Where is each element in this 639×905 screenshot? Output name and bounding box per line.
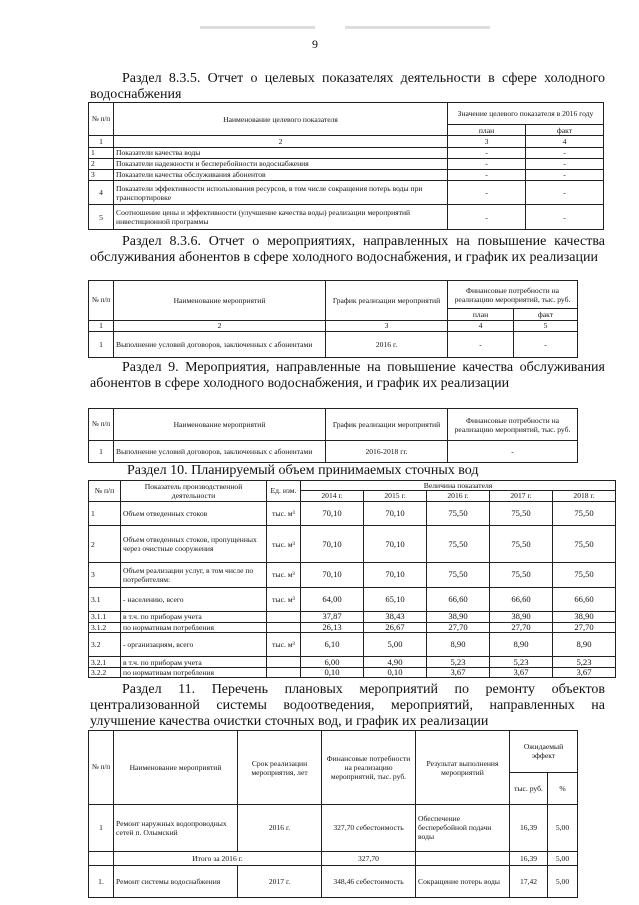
row-value: 70,10 [301,526,364,563]
row-value: 38,90 [553,612,616,622]
row-fact: - [526,205,604,230]
row-name: в т.ч. по приборам учета [121,657,267,667]
row-value: 70,10 [301,501,364,526]
th-value: Значение целевого показателя в 2016 году [448,103,604,125]
th-num: № п/п [89,103,114,136]
row-value: 38,43 [364,612,427,622]
row-value: 37,87 [301,612,364,622]
repair-plan-table [88,730,578,898]
row-num: 3.2 [89,632,121,657]
row-name: - населению, всего [121,587,267,612]
row-value: 75,50 [427,563,490,588]
th-plan: план [448,309,514,321]
row-value: 5,00 [364,632,427,657]
row-value: 75,50 [490,526,553,563]
row-fact: - [526,169,604,180]
row-num: 1 [89,147,114,158]
th-schedule: График реализации мероприятий [326,281,448,321]
th-finance: Финансовые потребности на реализацию мероприятий, тыс. руб. [448,281,578,309]
th-name: Наименование целевого показателя [114,103,448,136]
row-unit: тыс. м³ [267,526,301,563]
year-header: 2014 г. [301,491,364,501]
year-header: 2016 г. [427,491,490,501]
row-value: 26,67 [364,622,427,632]
th-pct: % [548,772,578,804]
row-unit: тыс. м³ [267,501,301,526]
th-num: № п/п [89,409,114,441]
row-name: по нормативам потребления [121,622,267,632]
row-value: 70,10 [364,563,427,588]
row-plan: - [448,332,514,358]
row-num: 3.2.1 [89,657,121,667]
row-value: 75,50 [490,501,553,526]
row-name: Ремонт наружных водопроводных сетей п. Олымский [114,805,238,851]
row-value: 3,67 [553,667,616,677]
th-num: № п/п [89,281,114,321]
row-value: 8,90 [490,632,553,657]
section-8-3-5-heading: Раздел 8.3.5. Отчет о целевых показателях деятельности в сфере холодного водоснабжения [90,71,605,102]
table-row [89,805,578,851]
section-11-heading: Раздел 11. Перечень плановых мероприятий по ремонту объектов централизованной системы водоотведения, мероприятий, направленных на улучшение качества очистки сточных вод, и график их реализации [90,682,605,729]
row-schedule: 2016-2018 гг. [326,441,448,463]
row-value: 70,10 [301,563,364,588]
row-value: 3,67 [490,667,553,677]
target-indicators-table [88,102,604,230]
row-unit [267,657,301,667]
row-fact: - [526,158,604,169]
row-value: 70,10 [364,501,427,526]
row-value: 66,60 [490,587,553,612]
row-plan: - [448,180,526,205]
row-value: 66,60 [553,587,616,612]
row-unit [267,612,301,622]
row-num: 3.2.2 [89,667,121,677]
th-fact: факт [514,309,578,321]
row-value: 5,23 [490,657,553,667]
row-value: 26,13 [301,622,364,632]
row-schedule: 2016 г. [326,332,448,358]
table-row [89,865,578,898]
row-rub: 17,42 [510,865,548,898]
row-name: Объем отведенных стоков, пропущенных через очистные сооружения [121,526,267,563]
table-row [89,563,616,588]
page-number: 9 [312,37,318,51]
th-schedule: График реализации мероприятий [326,409,448,441]
table-row [89,612,616,622]
row-value: 75,50 [427,526,490,563]
year-header: 2018 г. [553,491,616,501]
th-result: Результат выполнения мероприятий [416,731,510,805]
col-index: 5 [514,320,578,332]
row-fact: - [526,147,604,158]
row-value: 70,10 [364,526,427,563]
row-value: 75,50 [553,501,616,526]
row-name: - организациям, всего [121,632,267,657]
th-num: № п/п [89,481,121,502]
th-finance: Финансовые потребности на реализацию мероприятий, тыс. руб. [448,409,578,441]
table-row [89,526,616,563]
row-num: 3.1.1 [89,612,121,622]
th-finance: Финансовые потребности на реализацию мероприятий, тыс. руб. [322,731,416,805]
th-fact: факт [526,125,604,136]
row-unit [267,622,301,632]
row-value: 8,90 [427,632,490,657]
table-row [89,622,616,632]
table-row [89,169,604,180]
row-num: 5 [89,205,114,230]
section-8-3-6-heading: Раздел 8.3.6. Отчет о мероприятиях, направленных на повышение качества обслуживания абонентов в сфере холодного водоснабжения, и график их реализации [90,234,605,265]
row-pct: 5,00 [548,805,578,851]
row-name: Соотношение цены и эффективности (улучшение качества воды) реализации мероприятий инвестиционной программы [114,205,448,230]
row-num: 1 [89,332,114,358]
row-name: Показатели качества воды [114,147,448,158]
row-value: 75,50 [553,563,616,588]
row-value: 0,10 [364,667,427,677]
row-term: 2017 г. [238,865,322,898]
th-name: Показатель производственной деятельности [121,481,267,502]
row-num: 1. [89,865,114,898]
row-plan: - [448,158,526,169]
row-name: по нормативам потребления [121,667,267,677]
row-value: 38,90 [427,612,490,622]
row-result: Сокращение потерь воды [416,865,510,898]
section-10-heading: Раздел 10. Планируемый объем принимаемых сточных вод [127,463,479,478]
th-unit: Ед. изм. [267,481,301,502]
row-num: 1 [89,501,121,526]
th-name: Наименование мероприятий [114,281,326,321]
service-measures-report-table [88,280,578,358]
th-term: Срок реализации мероприятия, лет [238,731,322,805]
total-label: Итого за 2016 г. [114,851,322,865]
th-value: Величина показателя [301,481,616,491]
row-name: Ремонт системы водоснабжения [114,865,238,898]
row-value: 3,67 [427,667,490,677]
table-row [89,205,604,230]
row-pct: 5,00 [548,865,578,898]
table-row [89,441,578,463]
row-value: 65,10 [364,587,427,612]
row-value: 38,90 [490,612,553,622]
col-index: 1 [89,136,114,147]
row-value: 6,00 [301,657,364,667]
row-unit: тыс. м³ [267,563,301,588]
total-rub: 16,39 [510,851,548,865]
th-num: № п/п [89,731,114,805]
wastewater-volume-table [88,480,616,678]
row-name: Выполнение условий договоров, заключенных с абонентами [114,441,326,463]
year-header: 2015 г. [364,491,427,501]
th-name: Наименование мероприятий [114,731,238,805]
row-num: 2 [89,526,121,563]
row-unit: тыс. м³ [267,587,301,612]
row-value: 75,50 [427,501,490,526]
row-num: 3 [89,169,114,180]
row-result: Обеспечение бесперебойной подачи воды [416,805,510,851]
col-index: 3 [326,320,448,332]
th-rub: тыс. руб. [510,772,548,804]
row-value: 75,50 [490,563,553,588]
scan-noise [200,26,315,29]
row-finance: - [448,441,578,463]
row-value: 4,90 [364,657,427,667]
th-plan: план [448,125,526,136]
th-effect: Ожидаемый эффект [510,731,578,773]
table-row [89,501,616,526]
table-row [89,587,616,612]
row-num: 3.1 [89,587,121,612]
service-measures-plan-table [88,408,578,463]
col-index: 2 [114,320,326,332]
row-num: 3.1.2 [89,622,121,632]
table-row [89,657,616,667]
row-value: 8,90 [553,632,616,657]
row-value: 66,60 [427,587,490,612]
row-name: Показатели качества обслуживания абонентов [114,169,448,180]
th-name: Наименование мероприятий [114,409,326,441]
row-fact: - [526,180,604,205]
table-row-total [89,851,578,865]
row-name: Показатели эффективности использования ресурсов, в том числе сокращения потерь воды при транспортировке [114,180,448,205]
col-index: 3 [448,136,526,147]
table-row [89,158,604,169]
row-finance: 348,46 себестоимость [322,865,416,898]
col-index: 1 [89,320,114,332]
row-value: 27,70 [553,622,616,632]
row-value: 6,10 [301,632,364,657]
row-plan: - [448,205,526,230]
table-row [89,632,616,657]
col-index: 2 [114,136,448,147]
row-name: в т.ч. по приборам учета [121,612,267,622]
row-value: 0,10 [301,667,364,677]
row-term: 2016 г. [238,805,322,851]
row-value: 27,70 [427,622,490,632]
col-index: 4 [526,136,604,147]
scan-noise [345,26,490,29]
row-value: 5,23 [553,657,616,667]
table-row [89,667,616,677]
row-num: 3 [89,563,121,588]
row-value: 27,70 [490,622,553,632]
row-num: 2 [89,158,114,169]
row-unit [267,667,301,677]
row-value: 5,23 [427,657,490,667]
table-row [89,332,578,358]
row-name: Выполнение условий договоров, заключенных с абонентами [114,332,326,358]
total-pct: 5,00 [548,851,578,865]
row-fact: - [514,332,578,358]
row-finance: 327,70 себестоимость [322,805,416,851]
row-num: 4 [89,180,114,205]
table-row [89,180,604,205]
total-finance: 327,70 [322,851,416,865]
row-plan: - [448,169,526,180]
table-row [89,147,604,158]
row-unit: тыс. м³ [267,632,301,657]
row-num: 1 [89,441,114,463]
row-value: 75,50 [553,526,616,563]
row-num: 1 [89,805,114,851]
section-9-heading: Раздел 9. Мероприятия, направленные на повышение качества обслуживания абонентов в сфере холодного водоснабжения, и график их реализации [90,360,605,391]
row-name: Показатели надежности и бесперебойности водоснабжения [114,158,448,169]
row-name: Объем отведенных стоков [121,501,267,526]
col-index: 4 [448,320,514,332]
row-rub: 16,39 [510,805,548,851]
row-name: Объем реализации услуг, в том числе по потребителям: [121,563,267,588]
row-value: 64,00 [301,587,364,612]
year-header: 2017 г. [490,491,553,501]
row-plan: - [448,147,526,158]
